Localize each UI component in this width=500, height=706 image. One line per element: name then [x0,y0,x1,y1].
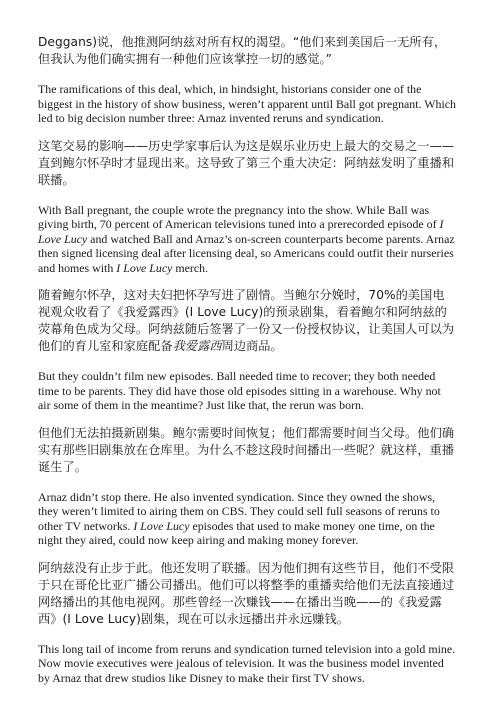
paragraph-zh-5 [38,560,456,628]
text-run: With Ball pregnant, the couple wrote the pregnancy into the show. While Ball was giving birth, 70 percent of American televisions tuned into a prerecorded episode of [38,202,440,231]
paragraph-zh-1 [38,34,456,68]
text-run: 随着鲍尔怀孕，这对夫妇把怀孕写进了剧情。当鲍尔分娩时，70%的美国电视观众收看了《我爱露西》(I Love Lucy)的预录剧集，看着鲍尔和阿纳兹的荧幕角色成为父母。阿纳兹随后签署了一份又一份授权协议，让美国人可以为他们的育儿室和家庭配备 [38,288,455,353]
paragraph-zh-3 [38,287,456,355]
paragraph-en-2 [38,203,456,276]
paragraph-zh-4 [38,425,456,476]
text-run: 阿纳兹没有止步于此。他还发明了联播。因为他们拥有这些节目，他们不受限于只在哥伦比亚广播公司播出。他们可以将整季的重播卖给他们无法直接通过网络播出的其他电视网。那些曾经一次赚钱——在播出当晚——的《我爱露西》(I Love Lucy)剧集，现在可以永远播出并永远赚钱。 [38,560,455,626]
italic-title-run: I Love Lucy [38,217,444,246]
text-run: episodes that used to make money one time, on the night they aired, could now keep airing and making money forever. [38,518,435,547]
paragraph-en-5 [38,642,456,686]
text-run: 周边商品。 [221,339,283,353]
text-run: 但他们无法拍摄新剧集。鲍尔需要时间恢复；他们都需要时间当父母。他们确实有那些旧剧集放在仓库里。为什么不趁这段时间播出一些呢？就这样，重播诞生了。 [38,425,455,474]
italic-title-run: 我爱露西 [172,339,222,353]
text-run: But they couldn’t film new episodes. Ball needed time to recover; they both needed time to be parents. They did have those old episodes sitting in a warehouse. Why not air some of them in the meantime? Just like that, the rerun was born. [38,369,441,412]
text-run: Deggans)说，他推测阿纳兹对所有权的渴望。“他们来到美国后一无所有，但我认为他们确实拥有一种他们应该掌控一切的感觉。” [38,35,447,66]
paragraph-en-3 [38,369,456,413]
paragraph-en-1 [38,82,456,126]
text-run: 这笔交易的影响——历史学家事后认为这是娱乐业历史上最大的交易之一——直到鲍尔怀孕时才显现出来。这导致了第三个重大决定：阿纳兹发明了重播和联播。 [38,138,455,187]
text-run: The ramifications of this deal, which, in hindsight, historians consider one of the biggest in the history of show business, weren’t apparent until Ball got pregnant. Which led to big decision number three: Arnaz invented reruns and syndication. [38,82,456,125]
paragraph-en-4 [38,490,456,548]
text-run: merch. [172,260,209,275]
italic-title-run: I Love Lucy [133,518,190,533]
text-run: and watched Ball and Arnaz’s on-screen counterparts become parents. Arnaz then signed licensing deal after licensing deal, so Americans could outfit their nurseries and homes with [38,231,455,275]
paragraph-zh-2 [38,138,456,189]
text-run: This long tail of income from reruns and syndication turned television into a gold mine. Now movie executives were jealous of television. It was the business model invented by Arnaz that drew studios like Disney to make their first TV shows. [38,641,456,685]
text-run: Arnaz didn’t stop there. He also invented syndication. Since they owned the shows, they weren’t limited to airing them on CBS. They could sell full seasons of reruns to other TV networks. [38,489,440,533]
italic-title-run: I Love Lucy [116,260,173,275]
